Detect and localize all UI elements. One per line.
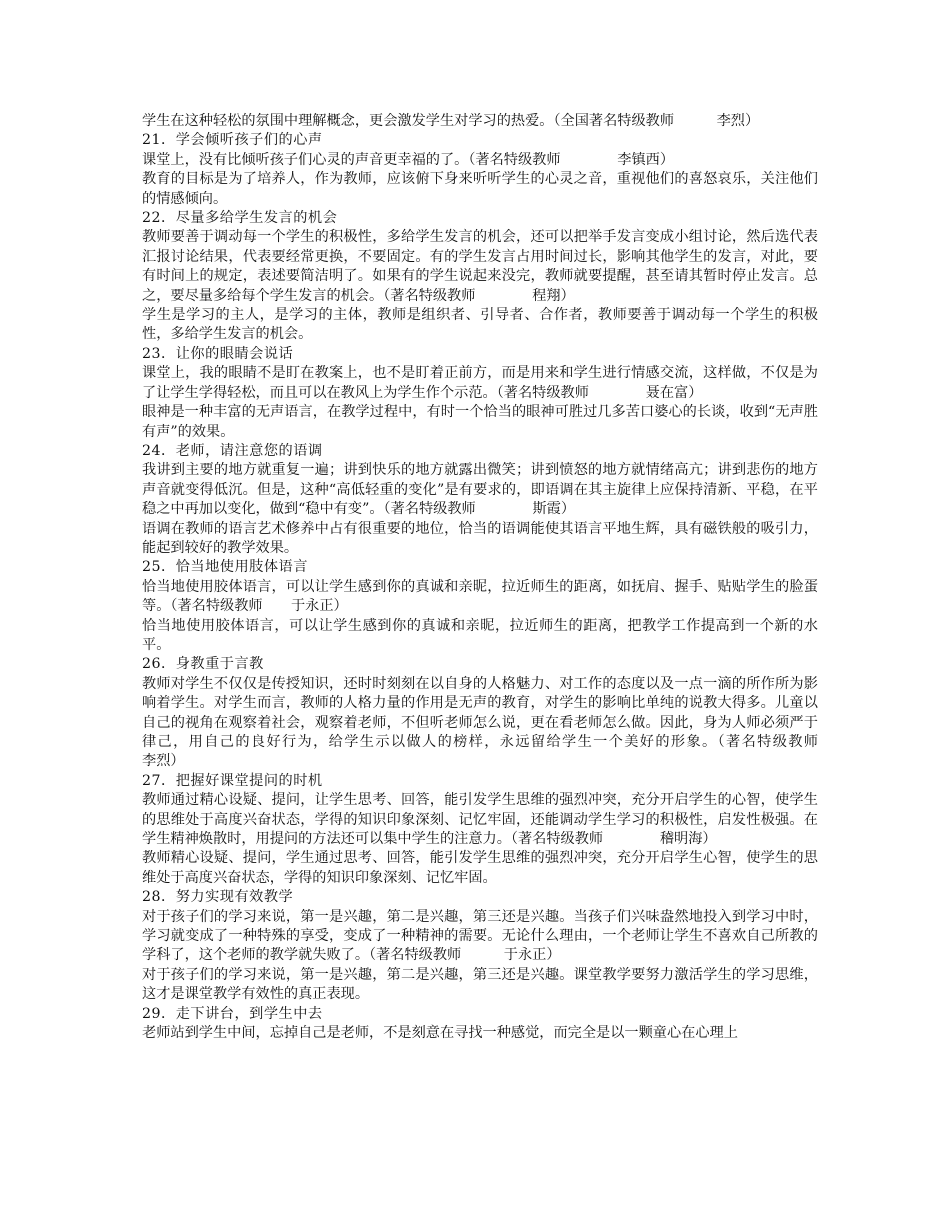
section-heading-22: 22．尽量多给学生发言的机会 (142, 210, 338, 227)
section-heading-27: 27．把握好课堂提问的时机 (142, 772, 323, 789)
paragraph: 我讲到主要的地方就重复一遍；讲到快乐的地方就露出微笑；讲到愤怒的地方就情绪高亢；讲到悲伤的地方声音就变得低沉。但是，这种“高低轻重的变化”是有要求的，即语调在其主旋律上应保持清新、平稳，在平稳之中再加以变化，做到“稳中有变”。（著名特级教师 斯霞） (142, 462, 818, 518)
section-heading-29: 29．走下讲台，到学生中去 (142, 1005, 323, 1022)
section-heading-23: 23．让你的眼睛会说话 (142, 345, 294, 362)
document-page (142, 112, 875, 1044)
paragraph: 对于孩子们的学习来说，第一是兴趣，第二是兴趣，第三还是兴趣。课堂教学要努力激活学生的学习思维，这才是课堂教学有效性的真正表现。 (142, 966, 818, 1003)
paragraph: 老师站到学生中间，忘掉自己是老师，不是刻意在寻找一种感觉，而完全是以一颗童心在心理上 (142, 1025, 738, 1042)
paragraph: 恰当地使用胶体语言，可以让学生感到你的真诚和亲昵，拉近师生的距离，把教学工作提高到一个新的水平。 (142, 617, 818, 653)
section-heading-26: 26．身教重于言教 (142, 656, 264, 673)
paragraph: 课堂上，没有比倾听孩子们心灵的声音更幸福的了。（著名特级教师 李镇西） (142, 151, 675, 168)
paragraph: 教师要善于调动每一个学生的积极性，多给学生发言的机会，还可以把举手发言变成小组讨论，然后选代表汇报讨论结果，代表要经常更换，不要固定。有的学生发言占用时间过长，影响其他学生的发言，对此，要有时间上的规定，表述要简洁明了。如果有的学生说起来没完，教师就要提醒，甚至请其暂时停止发言。总之，要尽量多给每个学生发言的机会。（著名特级教师 程翔） (142, 229, 818, 304)
paragraph: 对于孩子们的学习来说，第一是兴趣，第二是兴趣，第三还是兴趣。当孩子们兴味盎然地投入到学习中时，学习就变成了一种特殊的享受，变成了一种精神的需要。无论什么理由，一个老师让学生不喜欢自己所教的学科了，这个老师的教学就失败了。（著名特级教师 于永正） (142, 908, 818, 964)
section-heading-28: 28．努力实现有效教学 (142, 889, 294, 906)
paragraph: 恰当地使用胶体语言，可以让学生感到你的真诚和亲昵，拉近师生的距离，如抚肩、握手、贴贴学生的脸蛋等。（著名特级教师 于永正） (142, 578, 818, 615)
section-heading-25: 25．恰当地使用肢体语言 (142, 559, 308, 576)
paragraph: 眼神是一种丰富的无声语言，在教学过程中，有时一个恰当的眼神可胜过几多苦口婆心的长谈，收到“无声胜有声”的效果。 (142, 404, 818, 440)
paragraph: 教师对学生不仅仅是传授知识，还时时刻刻在以自身的人格魅力、对工作的态度以及一点一滴的所作所为影响着学生。对学生而言，教师的人格力量的作用是无声的教育，对学生的影响比单纯的说教大得多。儿童以自己的视角在观察着社会，观察着老师，不但听老师怎么说，更在看老师怎么做。因此，身为人师必须严于律己，用自己的良好行为，给学生示以做人的榜样，永远留给学生一个美好的形象。（著名特级教师 李烈） (142, 675, 875, 770)
section-heading-21: 21．学会倾听孩子们的心声 (142, 132, 323, 149)
section-heading-24: 24．老师，请注意您的语调 (142, 442, 323, 459)
paragraph: 语调在教师的语言艺术修养中占有很重要的地位，恰当的语调能使其语言平地生辉，具有磁铁般的吸引力，能起到较好的教学效果。 (142, 520, 818, 556)
paragraph: 课堂上，我的眼睛不是盯在教案上，也不是盯着正前方，而是用来和学生进行情感交流，这样做，不仅是为了让学生学得轻松，而且可以在教风上为学生作个示范。（著名特级教师 聂在富） (142, 365, 818, 401)
paragraph: 教师精心设疑、提问，学生通过思考、回答，能引发学生思维的强烈冲突，充分开启学生心智，使学生的思维处于高度兴奋状态，学得的知识印象深刻、记忆牢固。 (142, 850, 818, 886)
paragraph: 教育的目标是为了培养人，作为教师，应该俯下身来听听学生的心灵之音，重视他们的喜怒哀乐，关注他们的情感倾向。 (142, 171, 818, 207)
paragraph: 学生在这种轻松的氛围中理解概念，更会激发学生对学习的热爱。（全国著名特级教师 李烈） (142, 113, 760, 129)
paragraph: 学生是学习的主人，是学习的主体，教师是组织者、引导者、合作者，教师要善于调动每一个学生的积极性，多给学生发言的机会。 (142, 307, 818, 343)
paragraph: 教师通过精心设疑、提问，让学生思考、回答，能引发学生思维的强烈冲突，充分开启学生的心智，使学生的思维处于高度兴奋状态，学得的知识印象深刻、记忆牢固，还能调动学生学习的积极性，启发性极强。在学生精神焕散时，用提问的方法还可以集中学生的注意力。（著名特级教师 稽明海） (142, 792, 818, 848)
